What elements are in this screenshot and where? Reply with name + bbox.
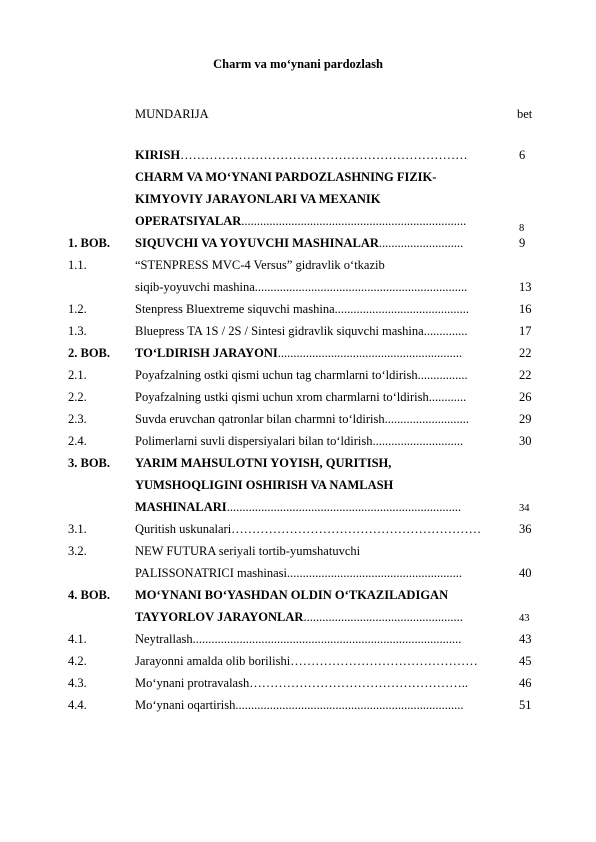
- toc-page-number: 13: [519, 280, 532, 294]
- toc-page-number: 30: [519, 434, 532, 448]
- toc-line: [0, 324, 596, 346]
- toc-entry-number: 2.4.: [68, 434, 87, 448]
- toc-entry-title: PALISSONATRICI mashinasi........................................................: [135, 566, 462, 580]
- toc-line: [0, 368, 596, 390]
- toc-entry-title: Mo‘ynani oqartirish.........................................................................: [135, 698, 464, 712]
- toc-entry-title: OPERATSIYALAR........................................................................: [135, 214, 467, 228]
- toc-entry-title: MO‘YNANI BO‘YASHDAN OLDIN O‘TKAZILADIGAN: [135, 588, 449, 602]
- toc-entry-number: 4.4.: [68, 698, 87, 712]
- toc-entry-number: 2.2.: [68, 390, 87, 404]
- toc-line: [0, 632, 596, 654]
- toc-entry-title: SIQUVCHI VA YOYUVCHI MASHINALAR...........................: [135, 236, 464, 250]
- toc-line: [0, 478, 596, 500]
- toc-entry-number: 4.2.: [68, 654, 87, 668]
- toc-entry-number: 2.3.: [68, 412, 87, 426]
- toc-entry-title: Poyafzalning ustki qismi uchun xrom charmlarni to‘ldirish............: [135, 390, 467, 404]
- toc-leader-dots: ...................................................: [303, 610, 463, 624]
- toc-entry-number: 3.1.: [68, 522, 87, 536]
- page-column-label: bet: [517, 107, 533, 121]
- contents-heading: MUNDARIJA: [135, 107, 209, 121]
- toc-entry-number: 2.1.: [68, 368, 87, 382]
- toc-leader-dots: ...........................: [384, 412, 469, 426]
- toc-entry-title: Mo‘ynani protravalash……………………………………………..: [135, 676, 468, 690]
- toc-leader-dots: ........................................................: [286, 566, 462, 580]
- toc-line: [0, 500, 596, 522]
- toc-page-number: 34: [519, 503, 530, 514]
- toc-page-number: 36: [519, 522, 532, 536]
- toc-page-number: 43: [519, 632, 532, 646]
- toc-entry-number: 1.3.: [68, 324, 87, 338]
- toc-leader-dots: ......................................................................................: [192, 632, 462, 646]
- toc-entry-title: Poyafzalning ostki qismi uchun tag charmlarni to‘ldirish................: [135, 368, 468, 382]
- toc-leader-dots: ....................................................................: [254, 280, 468, 294]
- toc-entry-title: CHARM VA MO‘YNANI PARDOZLASHNING FIZIK-: [135, 170, 437, 184]
- toc-leader-dots: ............: [428, 390, 467, 404]
- toc-entry-title: TAYYORLOV JARAYONLAR...................................................: [135, 610, 463, 624]
- toc-entry-title: MASHINALARI...........................................................................: [135, 500, 462, 514]
- toc-page-number: 40: [519, 566, 532, 580]
- toc-leader-dots: .........................................................................: [235, 698, 464, 712]
- toc-leader-dots: ...........................................: [334, 302, 469, 316]
- toc-entry-number: 1. BOB.: [68, 236, 111, 250]
- toc-entry-title: TO‘LDIRISH JARAYONI...........................................................: [135, 346, 463, 360]
- toc-line: [0, 676, 596, 698]
- toc-line: [0, 522, 596, 544]
- toc-page-number: 16: [519, 302, 532, 316]
- toc-entry-title: Bluepress TA 1S / 2S / Sintesi gidravlik siquvchi mashina..............: [135, 324, 468, 338]
- toc-line: [0, 192, 596, 214]
- toc-page-number: 22: [519, 368, 532, 382]
- toc-entry-number: 2. BOB.: [68, 346, 111, 360]
- toc-entry-title: Jarayonni amalda olib borilishi………………………………………: [135, 654, 478, 668]
- toc-entry-number: 3.2.: [68, 544, 87, 558]
- toc-page-number: 29: [519, 412, 532, 426]
- toc-leader-dots: ..............: [423, 324, 468, 338]
- toc-entry-title: Polimerlarni suvli dispersiyalari bilan to‘ldirish.............................: [135, 434, 464, 448]
- toc-line: [0, 280, 596, 302]
- toc-entry-number: 1.1.: [68, 258, 87, 272]
- toc-leader-dots: ................: [417, 368, 468, 382]
- toc-entry-number: 4.1.: [68, 632, 87, 646]
- toc-line: [0, 654, 596, 676]
- toc-line: [0, 544, 596, 566]
- toc-entry-title: Suvda eruvchan qatronlar bilan charmni to‘ldirish...........................: [135, 412, 469, 426]
- toc-entry-number: 1.2.: [68, 302, 87, 316]
- toc-entry-title: “STENPRESS MVC-4 Versus” gidravlik o‘tkazib: [135, 258, 385, 272]
- toc-line: [0, 148, 596, 170]
- toc-line: [0, 434, 596, 456]
- document-title: Charm va mo‘ynani pardozlash: [213, 57, 383, 71]
- toc-leader-dots: ………………………………………: [290, 654, 478, 668]
- toc-line: [0, 566, 596, 588]
- toc-leader-dots: ……………………………………………………………: [180, 148, 468, 162]
- toc-leader-dots: ...........................................................................: [226, 500, 462, 514]
- toc-line: [0, 698, 596, 720]
- toc-entry-title: Stenpress Bluextreme siquvchi mashina...........................................: [135, 302, 469, 316]
- toc-entry-title: Neytrallash......................................................................................: [135, 632, 462, 646]
- toc-page-number: 45: [519, 654, 532, 668]
- toc-entry-title: siqib-yoyuvchi mashina....................................................................: [135, 280, 468, 294]
- toc-page-number: 6: [519, 148, 526, 162]
- toc-leader-dots: ...........................................................: [277, 346, 463, 360]
- toc-entry-number: 4. BOB.: [68, 588, 111, 602]
- toc-page-number: 46: [519, 676, 532, 690]
- toc-page-number: 22: [519, 346, 532, 360]
- toc-line: [0, 610, 596, 632]
- toc-entry-number: 3. BOB.: [68, 456, 111, 470]
- toc-page-number: 17: [519, 324, 532, 338]
- toc-entry-title: YARIM MAHSULOTNI YOYISH, QURITISH,: [135, 456, 392, 470]
- toc-entry-title: Quritish uskunalari……………………………………………………: [135, 522, 482, 536]
- toc-entry-title: YUMSHOQLIGINI OSHIRISH VA NAMLASH: [135, 478, 394, 492]
- toc-page-number: 26: [519, 390, 532, 404]
- toc-entry-title: NEW FUTURA seriyali tortib-yumshatuvchi: [135, 544, 361, 558]
- toc-entry-title: KIMYOVIY JARAYONLARI VA MEXANIK: [135, 192, 381, 206]
- toc-entry-number: 4.3.: [68, 676, 87, 690]
- toc-line: [0, 346, 596, 368]
- toc-line: [0, 588, 596, 610]
- toc-leader-dots: ……………………………………………………: [231, 522, 482, 536]
- toc-page-number: 9: [519, 236, 526, 250]
- toc-page-number: 43: [519, 613, 530, 624]
- toc-line: [0, 456, 596, 478]
- toc-page-number: 8: [519, 223, 525, 234]
- toc-line: [0, 170, 596, 192]
- toc-page-number: 51: [519, 698, 532, 712]
- toc-line: [0, 302, 596, 324]
- toc-leader-dots: ……………………………………………..: [249, 676, 468, 690]
- toc-leader-dots: ........................................................................: [241, 214, 467, 228]
- toc-line: [0, 412, 596, 434]
- toc-leader-dots: ...........................: [378, 236, 464, 250]
- toc-line: [0, 258, 596, 280]
- toc-line: [0, 390, 596, 412]
- toc-entry-title: KIRISH……………………………………………………………: [135, 148, 468, 162]
- toc-line: [0, 214, 596, 236]
- toc-leader-dots: .............................: [372, 434, 464, 448]
- toc-line: [0, 236, 596, 258]
